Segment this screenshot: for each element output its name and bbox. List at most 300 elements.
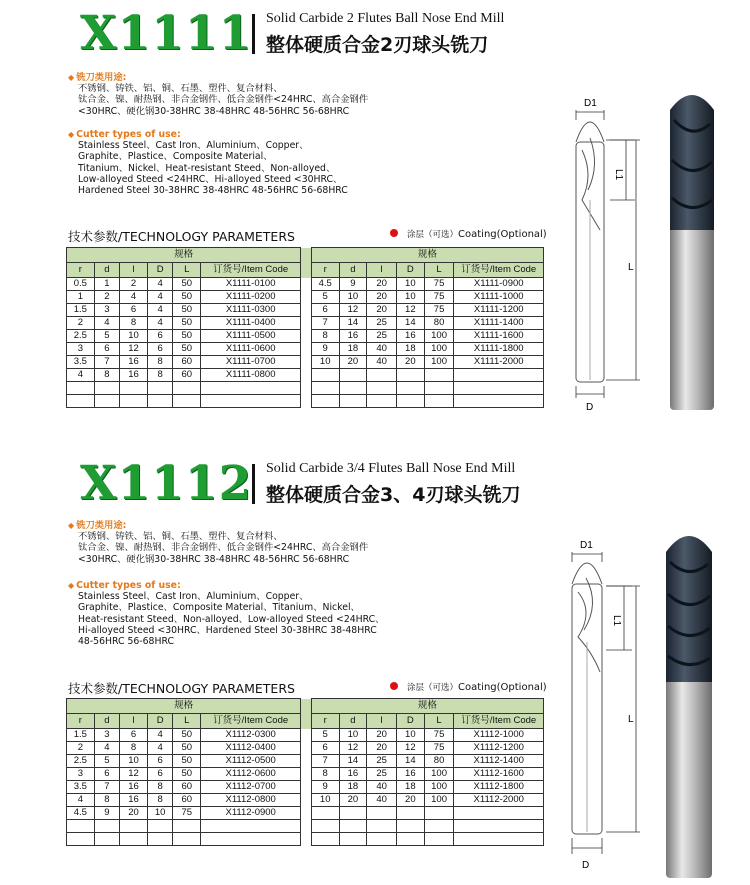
- table-cell: 20: [367, 278, 397, 291]
- table-gap: [301, 833, 312, 846]
- table-cell: 75: [424, 742, 454, 755]
- diamond-bullet-icon: ◆: [68, 581, 75, 590]
- table-gap: [301, 330, 312, 343]
- table-row: [67, 291, 544, 304]
- dimension-lines: [576, 110, 640, 398]
- table-cell: 7: [311, 317, 339, 330]
- table-cell: 2.5: [67, 755, 95, 768]
- table-cell: 60: [173, 369, 201, 382]
- table-cell: [367, 833, 397, 846]
- table-cell: 3.5: [67, 781, 95, 794]
- table-cell: [424, 395, 454, 408]
- table-row: [67, 768, 544, 781]
- table-cell: 4: [147, 291, 173, 304]
- dim-d1-label: D1: [580, 540, 593, 551]
- table-cell: 10: [397, 729, 425, 742]
- table-cell: 1.5: [67, 729, 95, 742]
- table-cell: 50: [173, 317, 201, 330]
- table-cell: 4: [147, 304, 173, 317]
- usage-en-line: Graphite、Plastice、Composite Material、: [78, 151, 273, 163]
- table-cell: 10: [147, 807, 173, 820]
- table-row: [67, 742, 544, 755]
- table-cell: [454, 820, 544, 833]
- spec-label: 规格: [311, 248, 543, 263]
- table-cell: 40: [367, 356, 397, 369]
- table-header-row: [67, 263, 544, 278]
- usage-cn-line: <30HRC、硬化钢30-38HRC 38-48HRC 48-56HRC 56-68HRC: [78, 553, 350, 565]
- table-cell: [311, 369, 339, 382]
- table-cell: X1111-0200: [201, 291, 301, 304]
- table-cell: X1112-1000: [454, 729, 544, 742]
- table-cell: [311, 395, 339, 408]
- table-cell: 100: [424, 781, 454, 794]
- table-cell: X1112-1600: [454, 768, 544, 781]
- table-cell: 75: [424, 291, 454, 304]
- table-cell: 18: [397, 781, 425, 794]
- table-cell: 20: [367, 729, 397, 742]
- table-cell: X1112-0900: [201, 807, 301, 820]
- table-cell: 14: [397, 317, 425, 330]
- table-cell: [147, 820, 173, 833]
- table-cell: 75: [173, 807, 201, 820]
- table-cell: [397, 395, 425, 408]
- table-cell: 10: [311, 356, 339, 369]
- table-cell: [173, 382, 201, 395]
- product-code: X1111: [80, 6, 253, 61]
- table-cell: 20: [339, 356, 367, 369]
- column-header: l: [367, 263, 397, 278]
- column-header: L: [424, 263, 454, 278]
- table-cell: [454, 369, 544, 382]
- table-cell: 6: [311, 742, 339, 755]
- table-cell: [397, 369, 425, 382]
- table-cell: [424, 833, 454, 846]
- table-cell: X1111-1600: [454, 330, 544, 343]
- table-cell: [311, 807, 339, 820]
- column-header: L: [173, 263, 201, 278]
- table-cell: X1111-0600: [201, 343, 301, 356]
- table-cell: X1111-1000: [454, 291, 544, 304]
- table-cell: 3: [67, 768, 95, 781]
- table-cell: [424, 807, 454, 820]
- tech-params-title: 技术参数/TECHNOLOGY PARAMETERS: [68, 229, 295, 244]
- spec-table: [66, 247, 544, 408]
- table-cell: 9: [311, 343, 339, 356]
- table-cell: 18: [339, 781, 367, 794]
- table-cell: 18: [397, 343, 425, 356]
- table-cell: 8: [147, 794, 173, 807]
- table-cell: 8: [311, 330, 339, 343]
- column-header: r: [311, 714, 339, 729]
- column-header: 订货号/Item Code: [201, 263, 301, 278]
- table-cell: [367, 820, 397, 833]
- usage-cn-line: 钛合金、镍、耐热钢、非合金钢件、低合金钢件<24HRC、高合金钢件: [78, 542, 369, 554]
- table-cell: X1112-0300: [201, 729, 301, 742]
- table-cell: 60: [173, 781, 201, 794]
- table-cell: 9: [311, 781, 339, 794]
- table-cell: [339, 369, 367, 382]
- table-cell: 60: [173, 794, 201, 807]
- table-cell: [367, 382, 397, 395]
- column-header: D: [397, 263, 425, 278]
- title-divider: [252, 14, 255, 54]
- table-cell: 14: [397, 755, 425, 768]
- table-cell: X1111-0300: [201, 304, 301, 317]
- table-row: [67, 807, 544, 820]
- product-title-en: Solid Carbide 3/4 Flutes Ball Nose End Mill: [266, 461, 516, 476]
- end-mill-photo: [666, 536, 712, 878]
- table-cell: 60: [173, 356, 201, 369]
- table-cell: X1111-0500: [201, 330, 301, 343]
- table-cell: 20: [367, 742, 397, 755]
- table-cell: 75: [424, 729, 454, 742]
- coating-note: [390, 681, 547, 693]
- end-mill-photo: [670, 95, 714, 410]
- coating-dot-icon: [390, 229, 398, 237]
- table-cell: X1111-0900: [454, 278, 544, 291]
- table-cell: 4.5: [67, 807, 95, 820]
- column-header: d: [339, 263, 367, 278]
- usage-cn-line: 不锈钢、铸铁、铝、铜、石墨、塑件、复合材料、: [78, 83, 283, 95]
- table-cell: 6: [147, 768, 173, 781]
- table-cell: 4: [147, 278, 173, 291]
- dim-l-label: L: [628, 714, 634, 725]
- table-cell: 12: [120, 768, 148, 781]
- table-cell: [397, 833, 425, 846]
- table-cell: 8: [311, 768, 339, 781]
- column-header: l: [367, 714, 397, 729]
- dim-d-label: D: [586, 402, 594, 413]
- table-cell: 12: [339, 742, 367, 755]
- usage-cn-block: [68, 72, 368, 117]
- table-row: [67, 369, 544, 382]
- table-cell: [147, 833, 173, 846]
- table-cell: 12: [397, 742, 425, 755]
- table-cell: 10: [120, 330, 148, 343]
- table-cell: 2.5: [67, 330, 95, 343]
- table-cell: 2: [94, 291, 120, 304]
- table-cell: X1112-0600: [201, 768, 301, 781]
- column-header: D: [147, 714, 173, 729]
- column-header: 订货号/Item Code: [454, 714, 544, 729]
- table-cell: 40: [367, 343, 397, 356]
- table-cell: [424, 820, 454, 833]
- table-cell: 16: [339, 330, 367, 343]
- coating-cn: 涂层（可选）: [407, 230, 459, 240]
- table-cell: 6: [120, 304, 148, 317]
- table-gap: [301, 382, 312, 395]
- table-cell: [339, 820, 367, 833]
- table-gap: [301, 820, 312, 833]
- diamond-bullet-icon: ◆: [68, 73, 75, 82]
- column-header: D: [397, 714, 425, 729]
- table-cell: 10: [311, 794, 339, 807]
- table-cell: 10: [397, 278, 425, 291]
- table-cell: X1112-1200: [454, 742, 544, 755]
- table-cell: 12: [339, 304, 367, 317]
- usage-en-block: [68, 129, 348, 196]
- table-cell: [339, 395, 367, 408]
- usage-en-line: Graphite、Plastice、Composite Material、Titanium、Nickel、: [78, 602, 360, 614]
- diamond-bullet-icon: ◆: [68, 521, 75, 530]
- table-cell: 5: [311, 291, 339, 304]
- table-cell: 50: [173, 343, 201, 356]
- table-cell: [94, 395, 120, 408]
- table-cell: [397, 382, 425, 395]
- table-row: [67, 794, 544, 807]
- table-cell: 20: [367, 304, 397, 317]
- table-cell: [173, 833, 201, 846]
- table-cell: 100: [424, 343, 454, 356]
- table-header-row: [67, 714, 544, 729]
- table-cell: 12: [120, 343, 148, 356]
- usage-cn-line: 钛合金、镍、耐热钢、非合金钢件、低合金钢件<24HRC、高合金钢件: [78, 94, 369, 106]
- table-cell: [120, 382, 148, 395]
- usage-en-block: [68, 580, 384, 647]
- table-cell: 100: [424, 330, 454, 343]
- table-cell: 25: [367, 768, 397, 781]
- table-cell: 5: [94, 755, 120, 768]
- table-cell: [454, 807, 544, 820]
- tech-params-title: 技术参数/TECHNOLOGY PARAMETERS: [68, 681, 295, 696]
- table-cell: X1112-0500: [201, 755, 301, 768]
- table-cell: 10: [339, 291, 367, 304]
- column-header: 订货号/Item Code: [201, 714, 301, 729]
- table-cell: 6: [147, 755, 173, 768]
- product-title-cn: 整体硬质合金3、4刃球头铣刀: [266, 484, 521, 506]
- table-row: [67, 356, 544, 369]
- table-cell: X1112-1400: [454, 755, 544, 768]
- table-cell: 4: [120, 291, 148, 304]
- table-cell: 4.5: [311, 278, 339, 291]
- table-cell: 0.5: [67, 278, 95, 291]
- usage-en-line: Hardened Steel 30-38HRC 38-48HRC 48-56HRC 56-68HRC: [78, 185, 348, 197]
- table-cell: [454, 833, 544, 846]
- coating-cn: 涂层（可选）: [407, 683, 459, 693]
- table-cell: [311, 820, 339, 833]
- product-title-cn: 整体硬质合金2刃球头铣刀: [266, 34, 489, 56]
- table-cell: [311, 382, 339, 395]
- table-cell: 16: [339, 768, 367, 781]
- table-gap: [301, 781, 312, 794]
- table-cell: 75: [424, 278, 454, 291]
- table-cell: 7: [311, 755, 339, 768]
- column-header: r: [67, 263, 95, 278]
- table-cell: 14: [339, 755, 367, 768]
- end-mill-drawing: [560, 80, 750, 420]
- table-cell: 18: [339, 343, 367, 356]
- table-cell: [367, 369, 397, 382]
- table-cell: 2: [67, 317, 95, 330]
- table-cell: 50: [173, 304, 201, 317]
- table-gap: [301, 356, 312, 369]
- table-cell: 50: [173, 755, 201, 768]
- table-cell: 3: [94, 304, 120, 317]
- table-gap: [301, 768, 312, 781]
- table-cell: 5: [311, 729, 339, 742]
- table-cell: X1111-2000: [454, 356, 544, 369]
- table-gap: [301, 248, 312, 263]
- table-cell: X1111-0800: [201, 369, 301, 382]
- table-cell: 50: [173, 742, 201, 755]
- table-cell: 40: [367, 794, 397, 807]
- table-cell: 3: [94, 729, 120, 742]
- table-cell: X1112-0700: [201, 781, 301, 794]
- usage-en-line: 48-56HRC 56-68HRC: [78, 636, 174, 648]
- dim-l-label: L: [628, 262, 634, 273]
- table-cell: 16: [397, 768, 425, 781]
- table-cell: 50: [173, 291, 201, 304]
- table-cell: 16: [120, 794, 148, 807]
- table-cell: 80: [424, 755, 454, 768]
- table-cell: 25: [367, 330, 397, 343]
- outline-sketch: [572, 563, 602, 834]
- table-cell: 4: [147, 317, 173, 330]
- usage-en-line: Titanium、Nickel、Heat-resistant Steed、Non-alloyed、: [78, 162, 336, 174]
- usage-en-heading: Cutter types of use:: [76, 129, 181, 140]
- table-gap: [301, 714, 312, 729]
- column-header: l: [120, 714, 148, 729]
- table-cell: 8: [120, 742, 148, 755]
- column-header: L: [173, 714, 201, 729]
- table-cell: 100: [424, 794, 454, 807]
- table-cell: X1112-0400: [201, 742, 301, 755]
- table-cell: 4: [147, 729, 173, 742]
- table-cell: 8: [147, 356, 173, 369]
- table-cell: 4: [67, 794, 95, 807]
- product-title-en: Solid Carbide 2 Flutes Ball Nose End Mill: [266, 11, 505, 26]
- table-cell: 25: [367, 317, 397, 330]
- usage-en-line: Stainless Steel、Cast Iron、Aluminium、Copper、: [78, 591, 309, 603]
- table-gap: [301, 755, 312, 768]
- table-cell: [67, 382, 95, 395]
- table-cell: [94, 833, 120, 846]
- table-cell: 4: [147, 742, 173, 755]
- table-cell: 6: [147, 343, 173, 356]
- table-cell: 6: [311, 304, 339, 317]
- table-cell: [339, 833, 367, 846]
- column-header: d: [339, 714, 367, 729]
- coating-note: [390, 228, 547, 240]
- table-cell: [397, 820, 425, 833]
- table-cell: 8: [120, 317, 148, 330]
- table-cell: 6: [94, 768, 120, 781]
- table-gap: [301, 343, 312, 356]
- table-cell: 16: [120, 356, 148, 369]
- dim-d1-label: D1: [584, 98, 597, 109]
- table-cell: 75: [424, 304, 454, 317]
- spec-table: [66, 698, 544, 846]
- table-cell: 100: [424, 356, 454, 369]
- table-row: [67, 395, 544, 408]
- table-gap: [301, 807, 312, 820]
- table-cell: 20: [339, 794, 367, 807]
- table-cell: [173, 820, 201, 833]
- table-cell: [201, 833, 301, 846]
- table-cell: [454, 395, 544, 408]
- spec-label: 规格: [67, 699, 301, 714]
- table-cell: 8: [94, 794, 120, 807]
- column-header: 订货号/Item Code: [454, 263, 544, 278]
- table-cell: 20: [120, 807, 148, 820]
- table-cell: 1.5: [67, 304, 95, 317]
- table-row: [67, 343, 544, 356]
- table-cell: 50: [173, 278, 201, 291]
- table-cell: 10: [339, 729, 367, 742]
- table-cell: [67, 820, 95, 833]
- table-cell: 2: [67, 742, 95, 755]
- table-cell: 16: [120, 369, 148, 382]
- table-gap: [301, 395, 312, 408]
- table-cell: [367, 395, 397, 408]
- table-gap: [301, 369, 312, 382]
- spec-label-row: [67, 699, 544, 714]
- table-cell: 7: [94, 781, 120, 794]
- table-cell: [311, 833, 339, 846]
- usage-cn-line: 不锈钢、铸铁、铝、铜、石墨、塑件、复合材料、: [78, 531, 283, 543]
- table-cell: X1111-1200: [454, 304, 544, 317]
- column-header: r: [311, 263, 339, 278]
- table-cell: 14: [339, 317, 367, 330]
- table-cell: [367, 807, 397, 820]
- table-cell: 1: [67, 291, 95, 304]
- table-cell: [424, 382, 454, 395]
- table-cell: X1112-0800: [201, 794, 301, 807]
- table-row: [67, 755, 544, 768]
- table-cell: 4: [94, 317, 120, 330]
- table-cell: 6: [147, 330, 173, 343]
- table-cell: 40: [367, 781, 397, 794]
- table-cell: 10: [120, 755, 148, 768]
- table-cell: 5: [94, 330, 120, 343]
- usage-en-line: Hi-alloyed Steed <30HRC、Hardened Steel 30-38HRC 38-48HRC: [78, 624, 377, 636]
- table-gap: [301, 263, 312, 278]
- table-cell: [94, 382, 120, 395]
- table-row: [67, 820, 544, 833]
- column-header: l: [120, 263, 148, 278]
- table-cell: [147, 395, 173, 408]
- table-cell: 10: [397, 291, 425, 304]
- coating-en: Coating(Optional): [458, 229, 547, 240]
- table-gap: [301, 729, 312, 742]
- usage-cn-line: <30HRC、硬化钢30-38HRC 38-48HRC 48-56HRC 56-68HRC: [78, 105, 350, 117]
- table-row: [67, 382, 544, 395]
- usage-cn-heading: 铣刀类用途:: [76, 72, 127, 83]
- column-header: d: [94, 263, 120, 278]
- table-cell: 25: [367, 755, 397, 768]
- table-cell: 8: [147, 369, 173, 382]
- table-row: [67, 278, 544, 291]
- outline-sketch: [576, 122, 604, 382]
- table-cell: [120, 820, 148, 833]
- table-cell: 20: [367, 291, 397, 304]
- table-cell: [339, 807, 367, 820]
- usage-en-line: Low-alloyed Steed <24HRC、Hi-alloyed Steed <30HRC、: [78, 173, 343, 185]
- table-cell: 16: [120, 781, 148, 794]
- table-cell: 6: [120, 729, 148, 742]
- table-cell: [201, 382, 301, 395]
- usage-cn-heading: 铣刀类用途:: [76, 520, 127, 531]
- table-cell: X1111-0100: [201, 278, 301, 291]
- table-cell: X1112-1800: [454, 781, 544, 794]
- table-gap: [301, 291, 312, 304]
- table-gap: [301, 278, 312, 291]
- table-gap: [301, 699, 312, 714]
- table-cell: [424, 369, 454, 382]
- usage-cn-block: [68, 520, 368, 565]
- column-header: d: [94, 714, 120, 729]
- table-gap: [301, 317, 312, 330]
